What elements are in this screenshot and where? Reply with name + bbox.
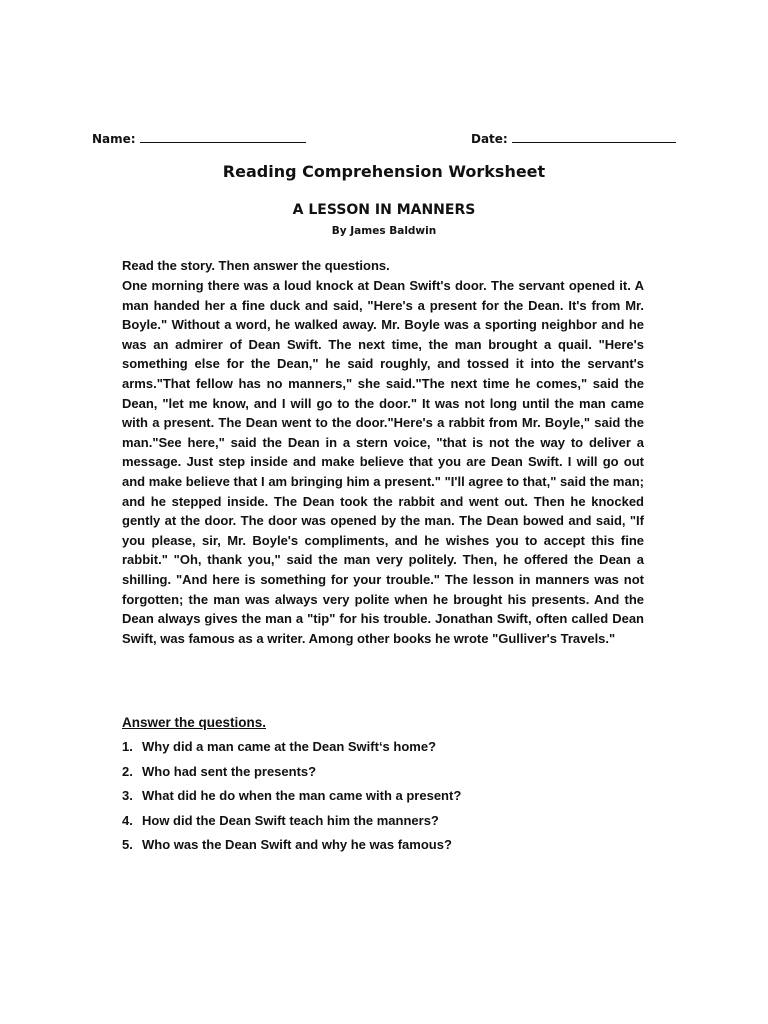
date-blank-line[interactable] xyxy=(512,131,676,143)
name-label: Name: xyxy=(92,132,136,146)
story-title: A LESSON IN MANNERS xyxy=(292,202,476,218)
question-item xyxy=(122,763,461,788)
question-item xyxy=(122,812,461,837)
worksheet-title: Reading Comprehension Worksheet xyxy=(222,162,546,181)
question-text: How did the Dean Swift teach him the manners? xyxy=(142,812,439,828)
question-number: 2. xyxy=(122,763,133,779)
question-item xyxy=(122,787,461,812)
question-text: Why did a man came at the Dean Swift‘s home? xyxy=(142,739,437,754)
question-number: 3. xyxy=(122,788,133,803)
question-text: Who had sent the presents? xyxy=(142,763,317,779)
question-number: 5. xyxy=(122,837,133,852)
reading-instruction: Read the story. Then answer the questions. xyxy=(122,258,390,273)
question-item xyxy=(122,836,461,861)
story-text: One morning there was a loud knock at Dean Swift's door. The servant opened it. A man handed her a fine duck and said, "Here's a present for the Dean. It's from Mr. Boyle." Without a word, he walked away. Mr. Boyle was a sporting neighbor and he was an admirer of Dean Swift. The next time, the man brought a quail. "Here's something else for the Dean," he said roughly, and tossed it into the servant's arms."That fellow has no manners," she said."The next time he comes," said the Dean, "let me know, and I will go to the door." It was not long until the man came with a present. The Dean went to the door."Here's a rabbit from Mr. Boyle," said the man."See here," said the Dean in a stern voice, "that is not the way to deliver a message. Just step inside and make believe that you are Dean Swift. I will go out and make believe that I am bringing him a present." "I'll agree to that," said the man; and he stepped inside. The Dean took the rabbit and went out. Then he knocked gently at the door. The door was opened by the man. The Dean bowed and said, "If you please, sir, Mr. Boyle's compliments, and he wishes you to accept this fine rabbit." "Oh, thank you," said the man very politely. Then, he offered the Dean a shilling. "And here is something for your trouble." The lesson in manners was not forgotten; the man was always very polite when he brought his presents. And the Dean always gives the man a "tip" for his trouble. Jonathan Swift, often called Dean Swift, was famous as a writer. Among other books he wrote "Gulliver's Travels." xyxy=(122,278,644,646)
question-number: 1. xyxy=(122,739,133,754)
question-list xyxy=(122,738,461,861)
question-item xyxy=(122,738,461,763)
name-blank-line[interactable] xyxy=(140,131,306,143)
date-field xyxy=(471,131,676,146)
question-text: What did he do when the man came with a present? xyxy=(142,788,462,803)
question-text: Who was the Dean Swift and why he was famous? xyxy=(142,837,452,852)
date-label: Date: xyxy=(471,132,508,146)
question-number: 4. xyxy=(122,812,133,828)
story-author: By James Baldwin xyxy=(331,225,437,237)
name-field xyxy=(92,131,306,146)
answer-heading: Answer the questions. xyxy=(122,715,267,730)
